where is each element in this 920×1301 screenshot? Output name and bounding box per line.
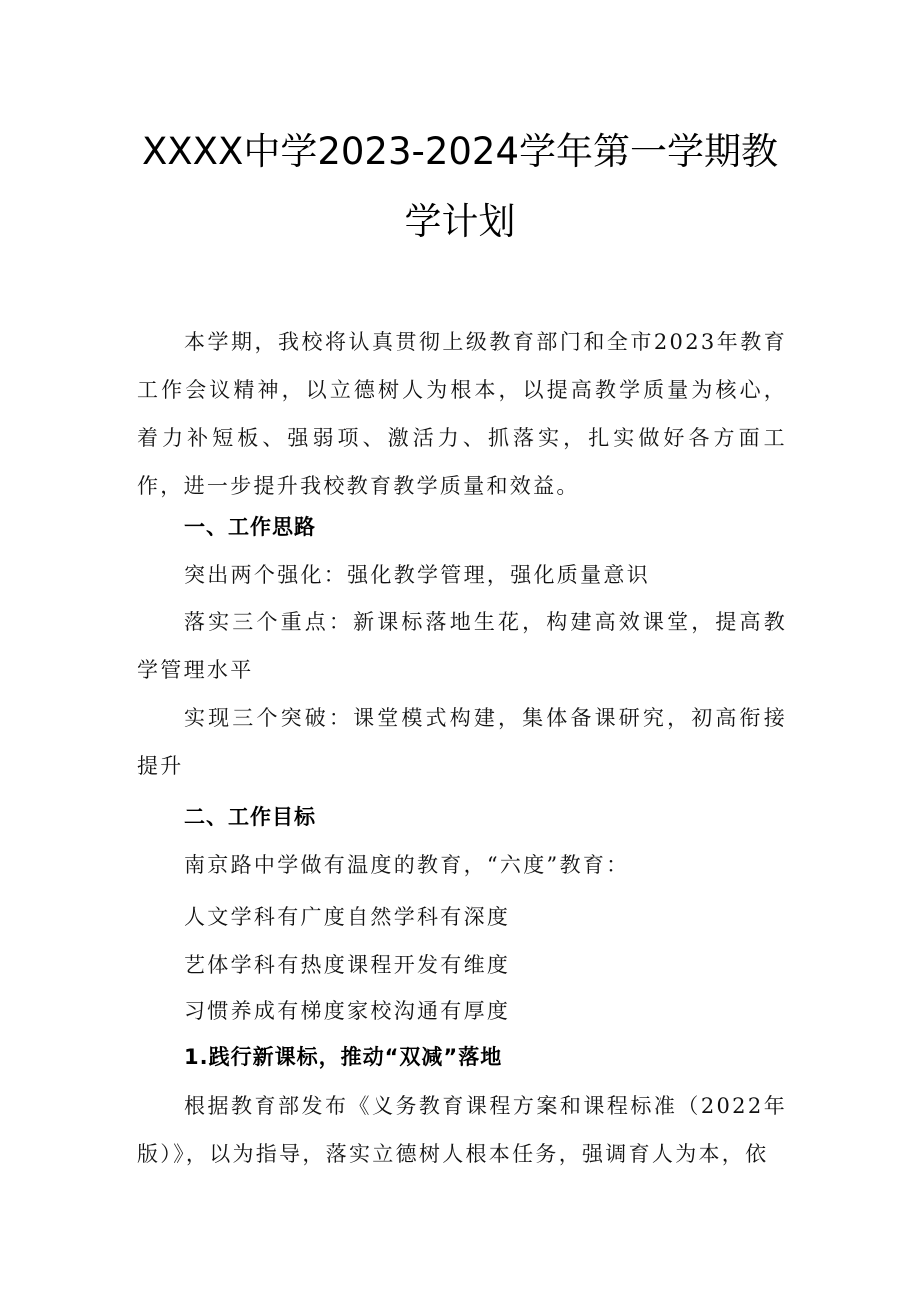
- section-2-sub-heading: 1.践行新课标，推动“双减”落地: [184, 1045, 503, 1069]
- section-1-item-3: 实现三个突破：课堂模式构建，集体备课研究，初高衔接提升: [137, 706, 787, 778]
- section-1-item-2: 落实三个重点：新课标落地生花，构建高效课堂，提高教学管理水平: [137, 610, 787, 682]
- section-2-line-2: 艺体学科有热度课程开发有维度: [184, 953, 511, 977]
- document-title-line-2: 学计划: [404, 200, 516, 243]
- section-2-heading: 二、工作目标: [184, 805, 316, 829]
- section-2-lead: 南京路中学做有温度的教育，“六度”教育：: [184, 853, 630, 877]
- section-1-heading: 一、工作思路: [184, 515, 316, 539]
- section-1-item-1: 突出两个强化：强化教学管理，强化质量意识: [184, 563, 650, 587]
- section-2-line-3: 习惯养成有梯度家校沟通有厚度: [184, 999, 511, 1023]
- document-title-line-1: XXXX中学2023-2024学年第一学期教: [141, 130, 779, 173]
- section-2-line-1: 人文学科有广度自然学科有深度: [184, 905, 511, 929]
- intro-paragraph: 本学期，我校将认真贯彻上级教育部门和全市2023年教育工作会议精神，以立德树人为根本，以提高教学质量为核心，着力补短板、强弱项、激活力、抓落实，扎实做好各方面工作，进一步提升我校教育教学质量和效益。: [137, 330, 787, 498]
- section-2-sub-paragraph: 根据教育部发布《义务教育课程方案和课程标准（2022年版）》，以为指导，落实立德树人根本任务，强调育人为本，依: [137, 1094, 787, 1166]
